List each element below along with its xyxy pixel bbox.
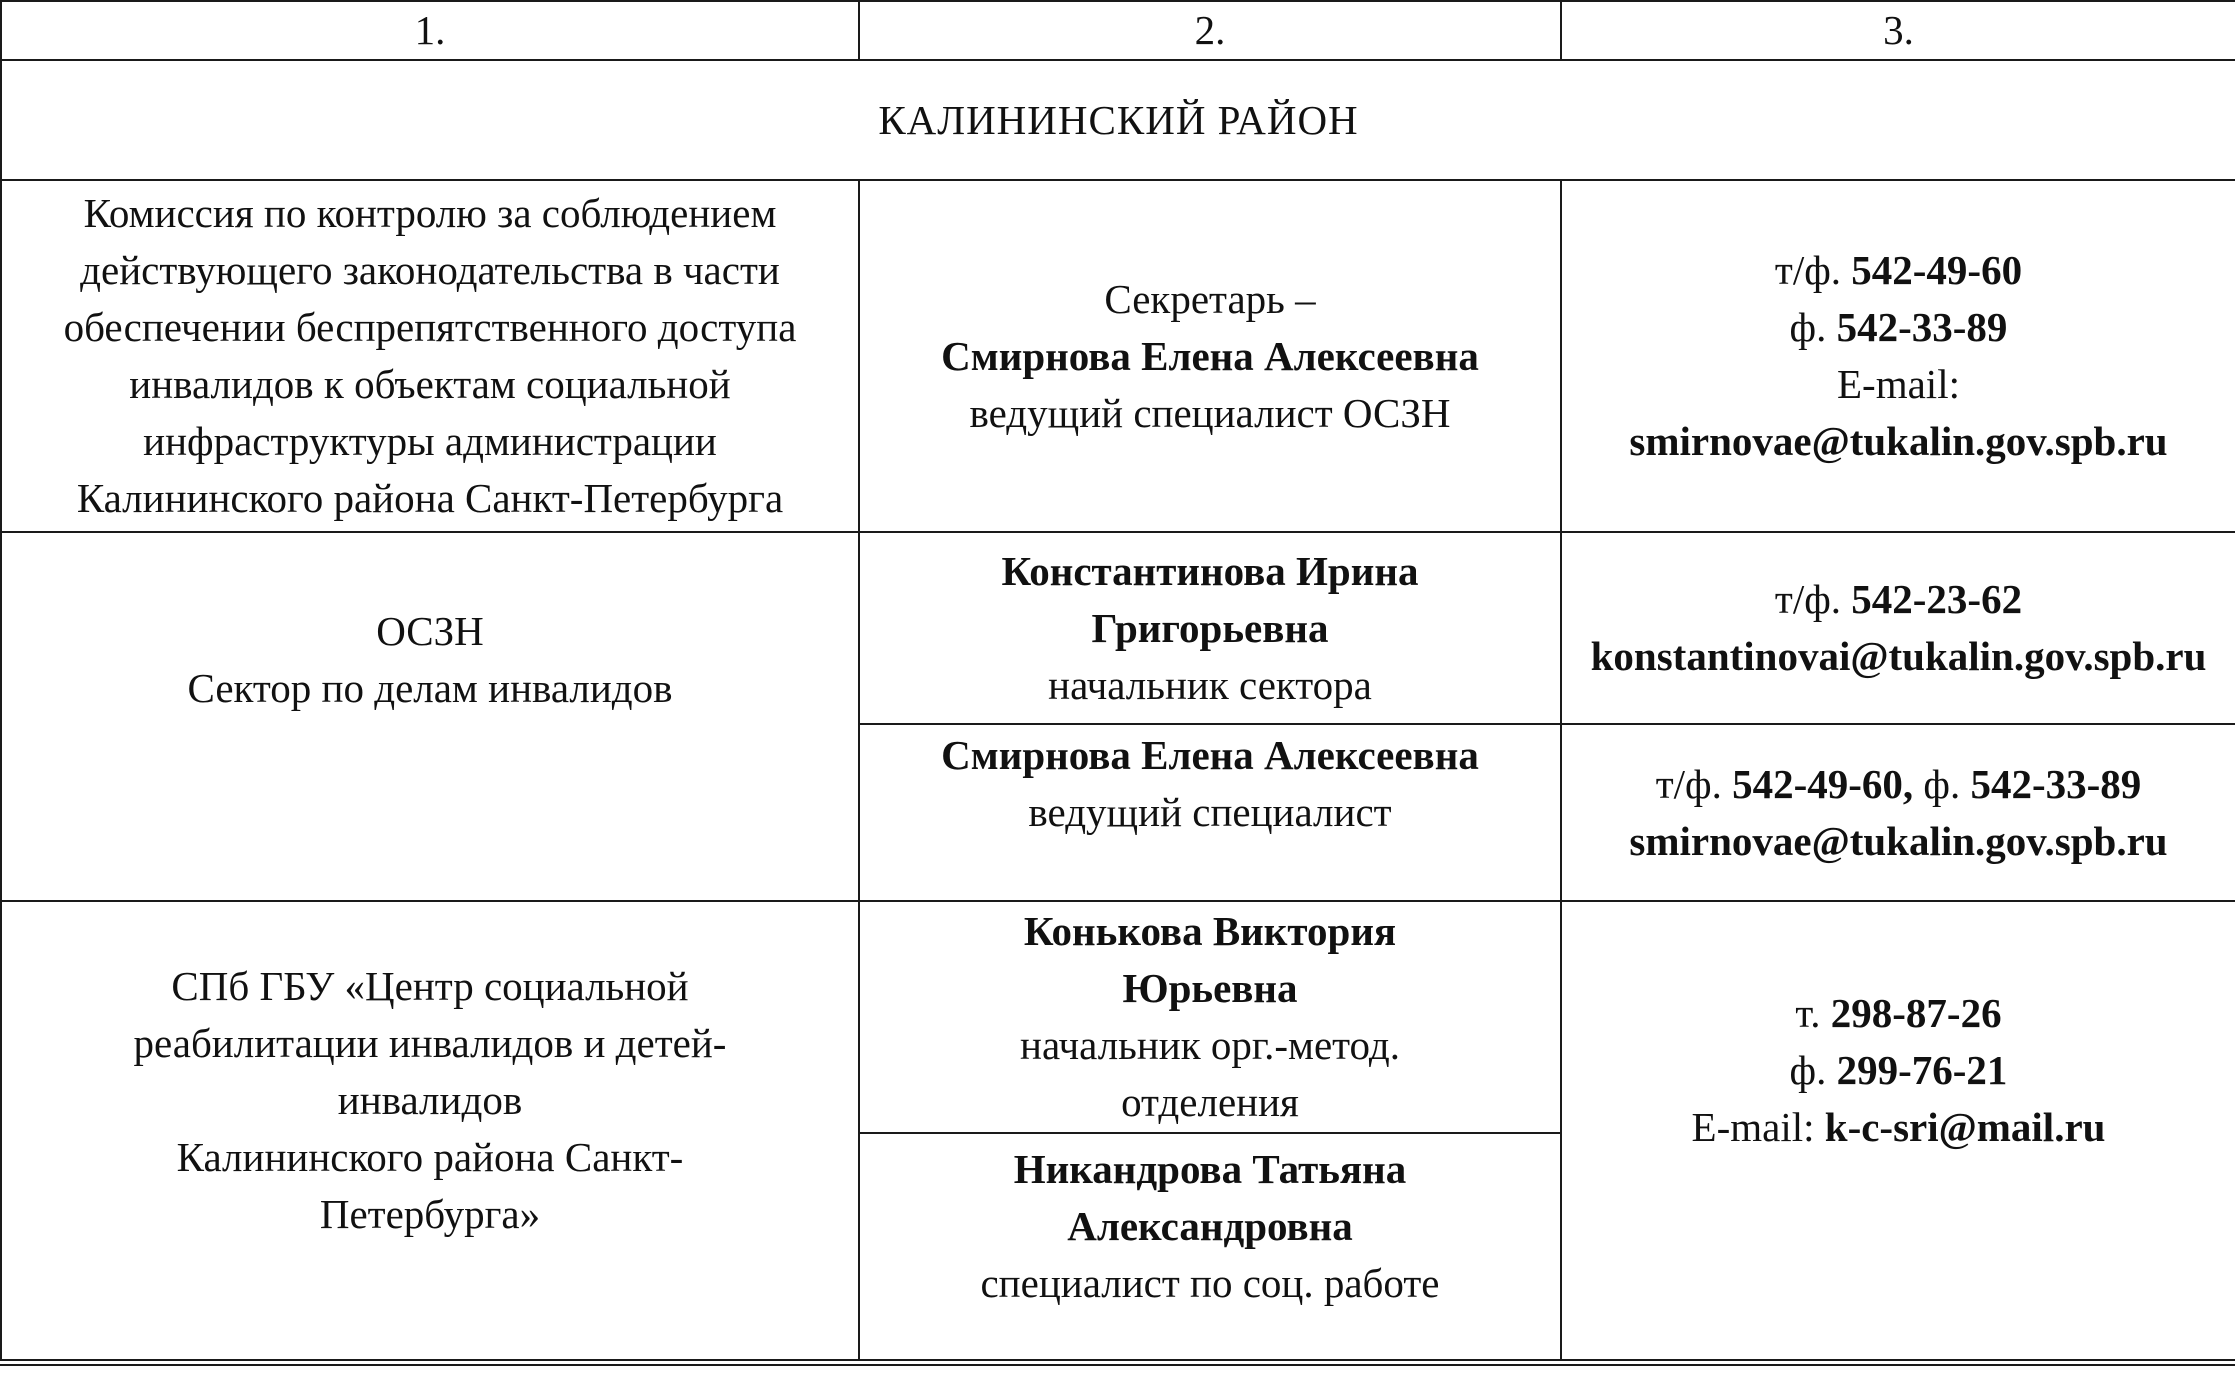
contact-spacer (866, 841, 1554, 898)
phone-label: т/ф. (1774, 576, 1842, 622)
person-name: Конькова Виктория (1023, 908, 1397, 954)
email-label: E-mail: (1837, 361, 1960, 407)
person-name: Смирнова Елена Алексеевна (941, 732, 1479, 778)
column-number-2: 2. (859, 1, 1561, 60)
fax-label: ф. (1789, 1047, 1827, 1093)
column-number-row (1, 1, 2235, 60)
contact-spacer (1568, 1156, 2229, 1276)
phone-number: 542-49-60 (1851, 247, 2023, 293)
organization-line: реабилитации инвалидов и детей- (133, 1020, 727, 1066)
contact-details-cell (1561, 724, 2235, 901)
person-position: ведущий специалист (1028, 789, 1392, 835)
column-number-3: 3. (1561, 1, 2235, 60)
organization-cell (1, 901, 859, 1360)
table-row (1, 180, 2235, 532)
organization-line: инвалидов к объектам социальной (129, 361, 731, 407)
email-address: k-c-sri@mail.ru (1824, 1104, 2106, 1150)
person-position: начальник орг.-метод. (1020, 1022, 1400, 1068)
fax-number: 299-76-21 (1836, 1047, 2008, 1093)
phone-label: т. (1795, 990, 1821, 1036)
table-row (1, 532, 2235, 724)
fax-line (1568, 1042, 2229, 1099)
organization-line: инвалидов (337, 1077, 523, 1123)
phone-number: 542-23-62 (1851, 576, 2023, 622)
phone-line (1568, 571, 2229, 628)
organization-line: ОСЗН (376, 607, 484, 654)
email-line (1568, 1099, 2229, 1156)
organization-line: обеспечении беспрепятственного доступа (63, 304, 797, 350)
role-prefix: Секретарь – (1104, 275, 1316, 322)
phone-line (1568, 242, 2229, 299)
organization-spacer (8, 1243, 852, 1303)
person-position: ведущий специалист ОСЗН (969, 389, 1451, 436)
organization-line: Комиссия по контролю за соблюдением (83, 190, 777, 236)
email-label: E-mail: (1691, 1104, 1815, 1150)
organization-cell (1, 532, 859, 901)
person-name: Константинова Ирина (1001, 547, 1419, 594)
contact-spacer (866, 1312, 1554, 1352)
email-address: smirnovae@tukalin.gov.spb.ru (1629, 418, 2168, 464)
email-address: smirnovae@tukalin.gov.spb.ru (1629, 817, 2168, 864)
person-position: отделения (1121, 1079, 1299, 1125)
email-address: konstantinovai@tukalin.gov.spb.ru (1590, 633, 2207, 679)
organization-line: Сектор по делам инвалидов (187, 664, 673, 711)
person-name: Григорьевна (1091, 604, 1329, 651)
phone-number: 542-49-60, (1732, 760, 1914, 807)
person-position: специалист по соц. работе (980, 1260, 1440, 1306)
column-number-1: 1. (1, 1, 859, 60)
district-row (1, 60, 2235, 180)
phone-label: т/ф. (1655, 760, 1722, 807)
fax-label: ф. (1923, 760, 1961, 807)
fax-number: 542-33-89 (1836, 304, 2008, 350)
person-name: Юрьевна (1122, 965, 1298, 1011)
person-name: Смирнова Елена Алексеевна (941, 332, 1479, 379)
person-position: начальник сектора (1048, 661, 1372, 708)
person-name: Никандрова Татьяна (1013, 1146, 1407, 1192)
phone-line (1568, 985, 2229, 1042)
organization-line: СПб ГБУ «Центр социальной (171, 963, 689, 1009)
organization-line: действующего законодательства в части (80, 247, 780, 293)
fax-line (1568, 299, 2229, 356)
phone-number: 298-87-26 (1830, 990, 2002, 1036)
contact-details-cell (1561, 901, 2235, 1360)
organization-line: Калининского района Санкт- (176, 1134, 684, 1180)
person-name: Александровна (1067, 1203, 1353, 1249)
contact-person-cell (859, 901, 1561, 1133)
phone-line (1568, 756, 2229, 813)
bottom-rule (0, 1364, 2235, 1366)
table-row (1, 901, 2235, 1133)
organization-line: Петербурга» (319, 1191, 541, 1237)
contact-details-cell (1561, 532, 2235, 724)
contact-person-cell (859, 724, 1561, 901)
organization-line: инфраструктуры администрации (143, 418, 717, 464)
contact-details-cell (1561, 180, 2235, 532)
contact-person-cell (859, 532, 1561, 724)
fax-label: ф. (1789, 304, 1827, 350)
organization-spacer (8, 717, 852, 831)
contact-person-cell (859, 1133, 1561, 1360)
contact-person-cell (859, 180, 1561, 532)
fax-number: 542-33-89 (1970, 760, 2142, 807)
district-title: КАЛИНИНСКИЙ РАЙОН (1, 60, 2235, 180)
phone-label: т/ф. (1774, 247, 1842, 293)
organization-line: Калининского района Санкт-Петербурга (76, 475, 784, 521)
organization-cell (1, 180, 859, 532)
